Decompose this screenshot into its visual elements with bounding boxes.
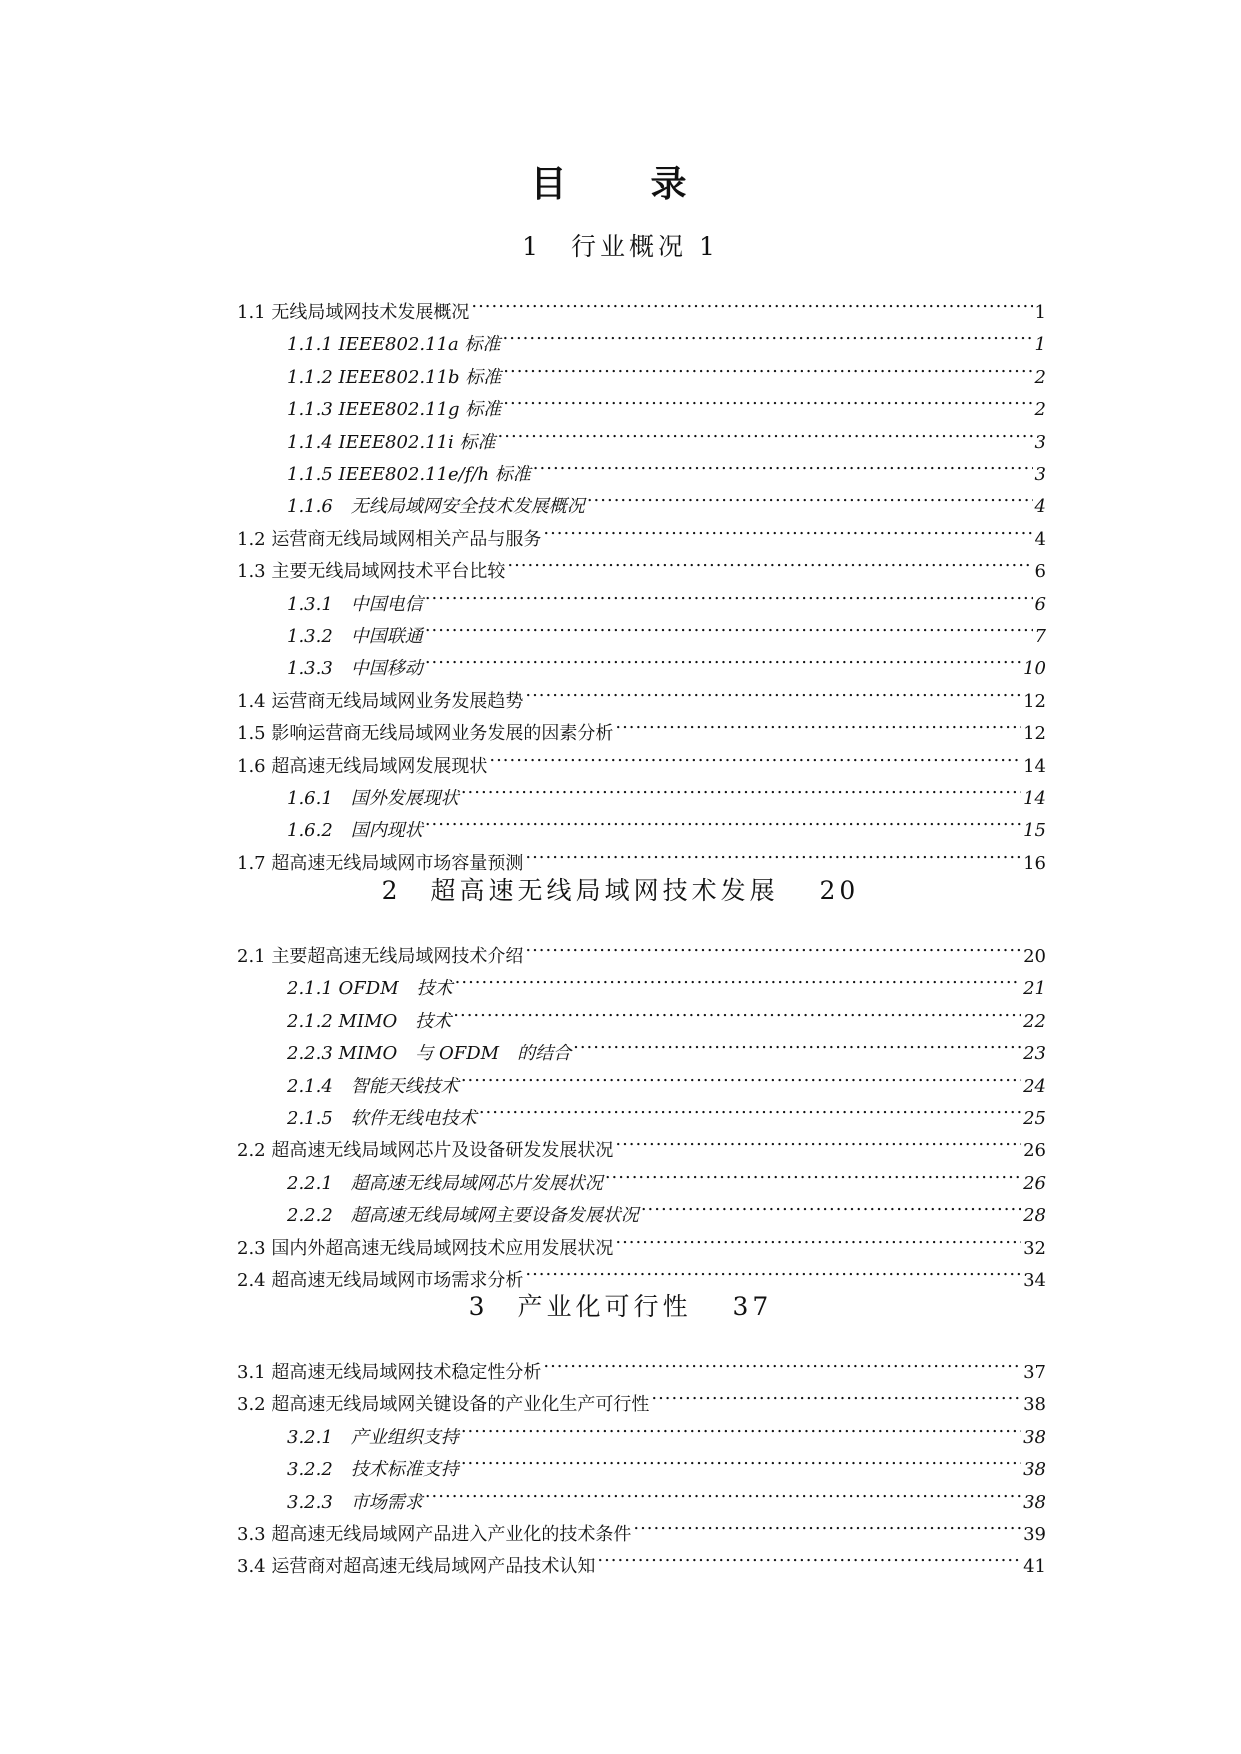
toc-entry[interactable] xyxy=(237,1346,1046,1383)
toc-entry-label: 1.1.4 IEEE802.11i 标准 xyxy=(287,431,496,453)
dot-leader xyxy=(605,1157,1021,1189)
toc-entry-page-number: 7 xyxy=(1034,626,1046,647)
dot-leader xyxy=(461,772,1021,804)
toc-entry[interactable] xyxy=(287,772,1046,809)
toc-entry-page-number: 23 xyxy=(1023,1043,1046,1065)
toc-entry-page-number: 3 xyxy=(1034,464,1046,485)
toc-entry-page-number: 15 xyxy=(1023,820,1046,842)
toc-entry-label: 1.3 主要无线局域网技术平台比较 xyxy=(237,561,506,583)
dot-leader xyxy=(633,1508,1021,1540)
toc-entry-label: 2.2 超高速无线局域网芯片及设备研发发展状况 xyxy=(237,1140,614,1162)
dot-leader xyxy=(425,804,1021,836)
dot-leader xyxy=(615,1124,1021,1156)
dot-leader xyxy=(525,837,1021,869)
toc-entry[interactable] xyxy=(287,480,1046,518)
toc-entry[interactable] xyxy=(287,448,1046,485)
toc-entry-label: 1.1.2 IEEE802.11b 标准 xyxy=(287,366,502,388)
dot-leader xyxy=(498,416,1033,448)
dot-leader xyxy=(455,962,1021,994)
toc-entry[interactable] xyxy=(287,1411,1046,1448)
toc-entry-label: 3.2.1 产业组织支持 xyxy=(287,1426,459,1448)
dot-leader xyxy=(641,1189,1021,1221)
toc-entry-page-number: 16 xyxy=(1023,852,1046,874)
toc-entry-page-number: 6 xyxy=(1034,561,1046,583)
toc-entry[interactable] xyxy=(287,351,1046,388)
toc-entry-label: 2.2.2 超高速无线局域网主要设备发展状况 xyxy=(287,1205,639,1227)
dot-leader xyxy=(479,1092,1021,1124)
toc-entry-page-number: 25 xyxy=(1023,1108,1046,1129)
toc-entry-label: 2.2.1 超高速无线局域网芯片发展状况 xyxy=(287,1172,603,1194)
toc-entry[interactable] xyxy=(237,513,1046,550)
toc-entry-label: 1.1.6 无线局域网安全技术发展概况 xyxy=(287,496,585,518)
dot-leader xyxy=(651,1378,1021,1410)
toc-entry[interactable] xyxy=(287,610,1046,647)
dot-leader xyxy=(615,707,1021,739)
toc-entry-page-number: 4 xyxy=(1034,496,1046,518)
toc-entry-label: 2.1.4 智能天线技术 xyxy=(287,1075,459,1097)
toc-entry-label: 3.1 超高速无线局域网技术稳定性分析 xyxy=(237,1362,542,1383)
toc-entry-label: 1.7 超高速无线局域网市场容量预测 xyxy=(237,852,524,874)
toc-entry-label: 3.4 运营商对超高速无线局域网产品技术认知 xyxy=(237,1556,596,1578)
toc-entry-page-number: 37 xyxy=(1023,1362,1046,1383)
toc-entry[interactable] xyxy=(237,1540,1046,1578)
toc-entry-page-number: 41 xyxy=(1023,1556,1046,1578)
dot-leader xyxy=(543,1346,1021,1378)
toc-entry-label: 3.2.3 市场需求 xyxy=(287,1491,423,1513)
toc-entry[interactable] xyxy=(287,1189,1046,1227)
toc-entry-page-number: 38 xyxy=(1023,1426,1046,1448)
dot-leader xyxy=(525,1254,1021,1286)
toc-entry-label: 2.1.1 OFDM 技术 xyxy=(287,978,453,1000)
toc-entry-page-number: 3 xyxy=(1034,431,1046,453)
toc-entry[interactable] xyxy=(287,1157,1046,1194)
toc-entry-label: 1.3.2 中国联通 xyxy=(287,626,423,647)
toc-entry-page-number: 20 xyxy=(1023,946,1046,967)
toc-entry-label: 3.3 超高速无线局域网产品进入产业化的技术条件 xyxy=(237,1524,632,1545)
toc-entry-label: 1.6.1 国外发展现状 xyxy=(287,788,459,809)
toc-entry-page-number: 28 xyxy=(1023,1205,1046,1227)
toc-entry[interactable] xyxy=(287,1060,1046,1097)
toc-entry-page-number: 38 xyxy=(1023,1491,1046,1513)
toc-entry-page-number: 4 xyxy=(1034,528,1046,550)
toc-entry-page-number: 32 xyxy=(1023,1237,1046,1259)
toc-entry-label: 2.2.3 MIMO 与 OFDM 的结合 xyxy=(287,1043,572,1065)
dot-leader xyxy=(425,642,1021,674)
dot-leader xyxy=(471,286,1032,318)
dot-leader xyxy=(461,1443,1021,1475)
toc-entry-page-number: 26 xyxy=(1023,1172,1046,1194)
dot-leader xyxy=(525,675,1021,707)
toc-entry-label: 1.6.2 国内现状 xyxy=(287,820,423,842)
toc-entry-label: 3.2.2 技术标准支持 xyxy=(287,1459,459,1481)
toc-entry-page-number: 14 xyxy=(1023,755,1046,777)
toc-entry-label: 1.2 运营商无线局域网相关产品与服务 xyxy=(237,528,542,550)
chapter-heading: 2 超高速无线局域网技术发展 20 xyxy=(381,876,860,905)
toc-entry[interactable] xyxy=(287,578,1046,615)
dot-leader xyxy=(461,1060,1021,1092)
chapter-heading: 1 行业概况 1 xyxy=(522,232,719,261)
dot-leader xyxy=(615,1222,1021,1254)
toc-entry-label: 1.4 运营商无线局域网业务发展趋势 xyxy=(237,690,524,712)
chapter-heading: 3 产业化可行性 37 xyxy=(468,1292,773,1321)
dot-leader xyxy=(503,318,1033,350)
toc-title: 目 录 xyxy=(530,163,711,205)
toc-entry[interactable] xyxy=(237,1378,1046,1416)
toc-entry-label: 1.1.5 IEEE802.11e/f/h 标准 xyxy=(287,464,531,485)
toc-entry[interactable] xyxy=(287,318,1046,356)
toc-entry[interactable] xyxy=(237,740,1046,777)
toc-entry[interactable] xyxy=(237,675,1046,712)
toc-entry[interactable] xyxy=(287,1092,1046,1129)
dot-leader xyxy=(425,1476,1021,1508)
toc-entry-label: 2.3 国内外超高速无线局域网技术应用发展状况 xyxy=(237,1237,614,1259)
dot-leader xyxy=(543,513,1032,545)
toc-entry[interactable] xyxy=(237,707,1046,745)
toc-entry[interactable] xyxy=(287,995,1046,1032)
dot-leader xyxy=(425,610,1033,642)
toc-entry-page-number: 12 xyxy=(1023,723,1046,745)
dot-leader xyxy=(503,383,1032,415)
toc-entry-page-number: 6 xyxy=(1034,593,1046,615)
toc-entry-page-number: 12 xyxy=(1023,690,1046,712)
toc-entry[interactable] xyxy=(287,962,1046,1000)
toc-entry-label: 2.1.5 软件无线电技术 xyxy=(287,1108,477,1129)
toc-entry-label: 1.5 影响运营商无线局域网业务发展的因素分析 xyxy=(237,723,614,745)
toc-entry[interactable] xyxy=(287,1476,1046,1513)
toc-entry-label: 1.1.3 IEEE802.11g 标准 xyxy=(287,399,502,421)
toc-entry[interactable] xyxy=(287,383,1046,421)
toc-entry-page-number: 38 xyxy=(1023,1459,1046,1481)
toc-entry[interactable] xyxy=(237,930,1046,967)
toc-entry[interactable] xyxy=(237,1508,1046,1545)
toc-entry-page-number: 39 xyxy=(1023,1524,1046,1545)
toc-entry-label: 3.2 超高速无线局域网关键设备的产业化生产可行性 xyxy=(237,1394,650,1416)
toc-entry-page-number: 22 xyxy=(1023,1010,1046,1032)
toc-entry[interactable] xyxy=(287,804,1046,842)
toc-entry-label: 1.3.1 中国电信 xyxy=(287,593,423,615)
dot-leader xyxy=(503,351,1032,383)
toc-entry-page-number: 1 xyxy=(1034,334,1046,356)
toc-entry[interactable] xyxy=(287,642,1046,680)
toc-entry[interactable] xyxy=(237,286,1046,323)
toc-entry-label: 1.1 无线局域网技术发展概况 xyxy=(237,302,470,323)
toc-entry[interactable] xyxy=(237,1254,1046,1291)
toc-entry[interactable] xyxy=(237,1222,1046,1259)
dot-leader xyxy=(597,1540,1021,1572)
toc-entry-page-number: 38 xyxy=(1023,1394,1046,1416)
toc-entry-label: 2.4 超高速无线局域网市场需求分析 xyxy=(237,1270,524,1291)
toc-entry-page-number: 26 xyxy=(1023,1140,1046,1162)
toc-entry-page-number: 1 xyxy=(1034,302,1046,323)
toc-entry[interactable] xyxy=(287,1027,1046,1065)
dot-leader xyxy=(489,740,1021,772)
toc-entry-label: 2.1.2 MIMO 技术 xyxy=(287,1010,452,1032)
toc-entry-page-number: 10 xyxy=(1023,658,1046,680)
dot-leader xyxy=(461,1411,1021,1443)
toc-entry[interactable] xyxy=(237,1124,1046,1162)
toc-entry-page-number: 14 xyxy=(1023,788,1046,809)
toc-entry[interactable] xyxy=(287,416,1046,453)
dot-leader xyxy=(525,930,1021,962)
toc-entry-page-number: 2 xyxy=(1034,399,1046,421)
dot-leader xyxy=(573,1027,1021,1059)
toc-entry[interactable] xyxy=(237,545,1046,583)
dot-leader xyxy=(587,480,1033,512)
toc-entry-label: 1.3.3 中国移动 xyxy=(287,658,423,680)
dot-leader xyxy=(507,545,1032,577)
toc-entry-label: 1.6 超高速无线局域网发展现状 xyxy=(237,755,488,777)
toc-entry[interactable] xyxy=(237,837,1046,874)
toc-entry-page-number: 24 xyxy=(1023,1075,1046,1097)
toc-entry-page-number: 34 xyxy=(1023,1270,1046,1291)
toc-entry[interactable] xyxy=(287,1443,1046,1481)
toc-entry-label: 2.1 主要超高速无线局域网技术介绍 xyxy=(237,946,524,967)
dot-leader xyxy=(425,578,1033,610)
toc-entry-page-number: 2 xyxy=(1034,366,1046,388)
dot-leader xyxy=(533,448,1033,480)
toc-entry-page-number: 21 xyxy=(1023,978,1046,1000)
dot-leader xyxy=(453,995,1021,1027)
toc-entry-label: 1.1.1 IEEE802.11a 标准 xyxy=(287,334,501,356)
